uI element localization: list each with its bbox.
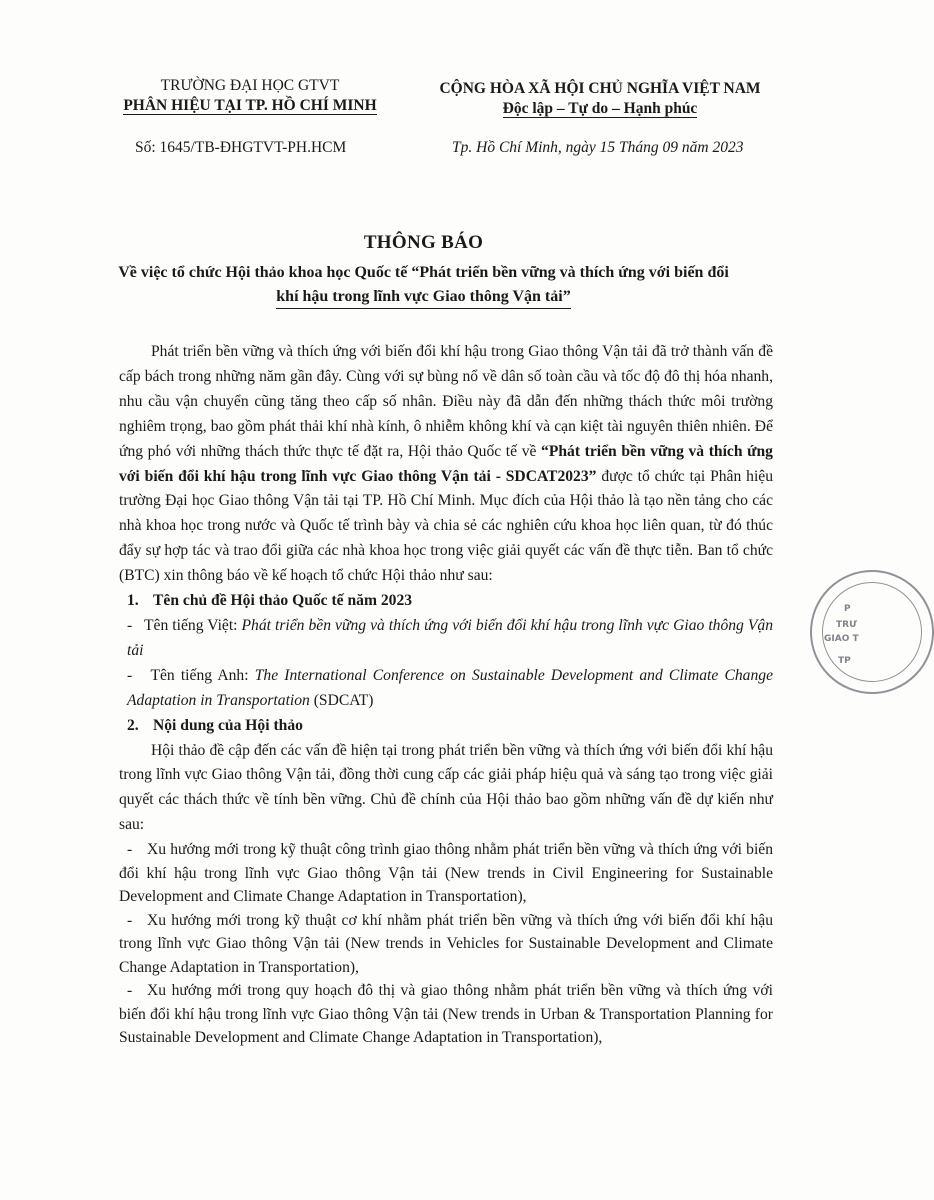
official-stamp: P TRƯ GIAO T TP	[810, 570, 934, 694]
section-1-heading: 1. Tên chủ đề Hội thảo Quốc tế năm 2023	[127, 592, 413, 610]
section-1-english-name: - Tên tiếng Anh: The International Conference on Sustainable Development and Climate Change Adaptation in Transportation (SDCAT)	[127, 666, 773, 709]
national-motto: Độc lập – Tự do – Hạnh phúc	[502, 100, 698, 117]
subtitle-line-1: Về việc tổ chức Hội thảo khoa học Quốc tế “Phát triển bền vững và thích ứng với biến đổi	[118, 264, 729, 281]
place-and-date: Tp. Hồ Chí Minh, ngày 15 Tháng 09 năm 2023	[452, 139, 744, 156]
list-item: - Xu hướng mới trong kỹ thuật cơ khí nhằm phát triển bền vững và thích ứng với biến đổi khí hậu trong lĩnh vực Giao thông Vận tải (New trends in Vehicles for Sustainable Development and Climate Change Adaptation in Transportation),	[119, 911, 773, 976]
issuer-block	[100, 76, 400, 116]
subtitle-line-2: khí hậu trong lĩnh vực Giao thông Vận tải”	[276, 286, 570, 309]
intro-paragraph: Phát triển bền vững và thích ứng với biến đổi khí hậu trong Giao thông Vận tải đã trở thành vấn đề cấp bách trong những năm gần đây. Cùng với sự bùng nổ về dân số toàn cầu và tốc độ đô thị hóa nhanh, nhu cầu vận chuyển cũng tăng theo cấp số nhân. Điều này đã dẫn đến những thách thức môi trường nghiêm trọng, bao gồm phát thải khí nhà kính, ô nhiễm không khí và cạn kiệt tài nguyên thiên nhiên. Để ứng phó với những thách thức thực tế đặt ra, Hội thảo Quốc tế về “Phát triển bền vững và thích ứng với biến đổi khí hậu trong lĩnh vực Giao thông Vận tải - SDCAT2023” được tổ chức tại Phân hiệu trường Đại học Giao thông Vận tải tại TP. Hồ Chí Minh. Mục đích của Hội thảo là tạo nền tảng cho các nhà khoa học trong nước và Quốc tế trình bày và chia sẻ các nghiên cứu khoa học liên quan, từ đó thúc đẩy sự hợp tác và trao đổi giữa các nhà khoa học trong việc giải quyết các vấn đề thực tiễn. Ban tổ chức (BTC) xin thông báo về kế hoạch tổ chức Hội thảo như sau:	[119, 343, 773, 585]
issuer-university: TRƯỜNG ĐẠI HỌC GTVT	[160, 77, 340, 94]
document-subtitle	[60, 261, 787, 309]
document-body	[119, 340, 773, 1050]
list-item: - Xu hướng mới trong kỹ thuật công trình giao thông nhằm phát triển bền vững và thích ứng với biến đổi khí hậu trong lĩnh vực Giao thông Vận tải (New trends in Civil Engineering for Sustainable Development and Climate Change Adaptation in Transportation),	[119, 841, 773, 906]
national-title: CỘNG HÒA XÃ HỘI CHỦ NGHĨA VIỆT NAM	[439, 80, 761, 97]
list-item: - Xu hướng mới trong quy hoạch đô thị và giao thông nhằm phát triển bền vững và thích ứng với biến đổi khí hậu trong lĩnh vực Giao thông Vận tải (New trends in Urban & Transportation Planning for Sustainable Development and Climate Change Adaptation in Transportation),	[119, 982, 773, 1047]
section-1-vietnamese-name: - Tên tiếng Việt: Phát triển bền vững và thích ứng với biến đổi khí hậu trong lĩnh vực Giao thông Vận tải	[127, 616, 773, 659]
section-2-intro: Hội thảo đề cập đến các vấn đề hiện tại trong phát triển bền vững và thích ứng với biến đổi khí hậu trong lĩnh vực Giao thông Vận tải, đồng thời cung cấp các giải pháp hiệu quả và sáng tạo trong việc giải quyết các thách thức về tính bền vững. Chủ đề chính của Hội thảo bao gồm những vấn đề dự kiến như sau:	[119, 741, 773, 834]
document-number: Số: 1645/TB-ĐHGTVT-PH.HCM	[135, 139, 347, 156]
section-2-heading: 2. Nội dung của Hội thảo	[127, 716, 303, 734]
document-title: THÔNG BÁO	[363, 232, 484, 253]
issuer-branch: PHÂN HIỆU TẠI TP. HỒ CHÍ MINH	[123, 97, 377, 114]
national-motto-block	[410, 79, 790, 119]
conference-name-bold: “Phát triển bền vững và thích ứng với biến đổi khí hậu trong lĩnh vực Giao thông Vận tải - SDCAT2023”	[119, 442, 773, 485]
